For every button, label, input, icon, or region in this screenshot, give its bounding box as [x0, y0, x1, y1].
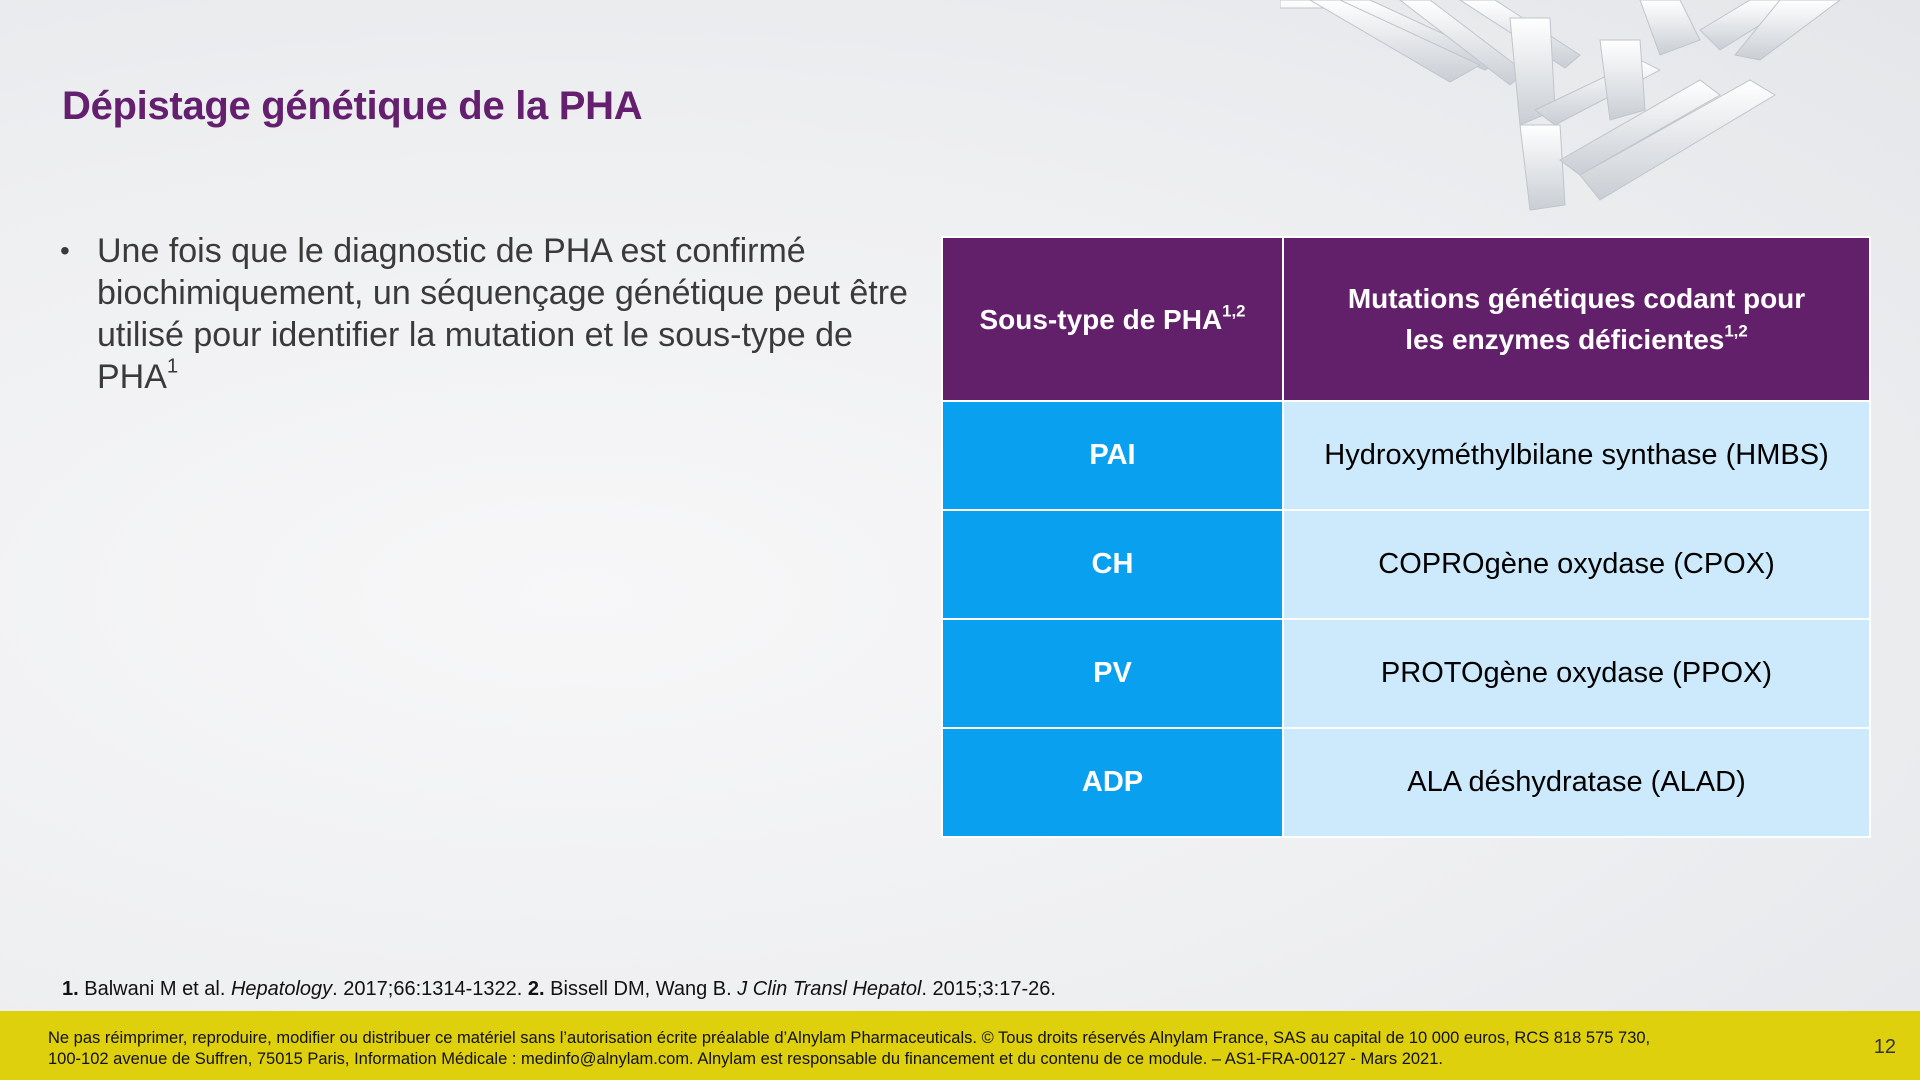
- ref1-details: . 2017;66:1314-1322.: [332, 978, 523, 1000]
- maze-image: [1280, 0, 1900, 215]
- bullet-point: [60, 230, 940, 398]
- header-subtype: Sous-type de PHA$^{1,2}$: [942, 237, 1283, 401]
- mutation-cell: COPROgène oxydase (CPOX): [1283, 510, 1870, 619]
- legal-footer: [0, 1011, 1920, 1080]
- table-row: [942, 401, 1870, 510]
- header-mutation: Mutations génétiques codant pour les enzymes déficientes$^{1,2}$: [1283, 237, 1870, 401]
- bullet-text-block: [97, 230, 940, 398]
- header-mutation-ref: 1,2: [1724, 321, 1748, 341]
- mutation-cell: PROTOgène oxydase (PPOX): [1283, 619, 1870, 728]
- bullet-text: Une fois que le diagnostic de PHA est confirmé biochimiquement, un séquençage génétique peut être utilisé pour identifier la mutation et le sous-type de PHA: [97, 232, 908, 396]
- subtype-cell: PV: [942, 619, 1283, 728]
- bullet-ref: 1: [166, 355, 179, 378]
- page-number: 12: [1873, 1036, 1896, 1058]
- table-row: [942, 510, 1870, 619]
- legal-line-1: Ne pas réimprimer, reproduire, modifier ou distribuer ce matériel sans l’autorisation écrite préalable d’Alnylam Pharmaceuticals. © Tous droits réservés Alnylam France, SAS au capital de 10 000 euros, RCS 818 575 730,: [48, 1029, 1651, 1047]
- genetic-mutation-table: [941, 236, 1871, 838]
- ref2-details: . 2015;3:17-26.: [921, 978, 1056, 1000]
- ref1-number: 1.: [62, 978, 79, 1000]
- header-subtype-ref: 1,2: [1222, 300, 1246, 320]
- slide-title: Dépistage génétique de la PHA: [62, 84, 643, 128]
- ref1-authors: Balwani M et al.: [84, 978, 226, 1000]
- table-row: [942, 728, 1870, 837]
- legal-line-2: 100-102 avenue de Suffren, 75015 Paris, Information Médicale : medinfo@alnylam.com. Alnylam est responsable du financement et du contenu de ce module. – AS1-FRA-00127 - Mars 2021.: [48, 1050, 1443, 1068]
- subtype-cell: PAI: [942, 401, 1283, 510]
- legal-text: [48, 1028, 1808, 1070]
- mutation-cell: Hydroxyméthylbilane synthase (HMBS): [1283, 401, 1870, 510]
- ref1-journal: Hepatology: [230, 978, 333, 1000]
- ref2-number: 2.: [527, 978, 545, 1000]
- mutation-cell: ALA déshydratase (ALAD): [1283, 728, 1870, 837]
- table-header-row: [942, 237, 1870, 401]
- references: [62, 978, 1056, 1001]
- bullet-marker: •: [60, 235, 70, 266]
- ref2-authors: Bissell DM, Wang B.: [550, 978, 732, 1000]
- ref2-journal: J Clin Transl Hepatol: [737, 978, 922, 1000]
- subtype-cell: ADP: [942, 728, 1283, 837]
- table-row: [942, 619, 1870, 728]
- subtype-cell: CH: [942, 510, 1283, 619]
